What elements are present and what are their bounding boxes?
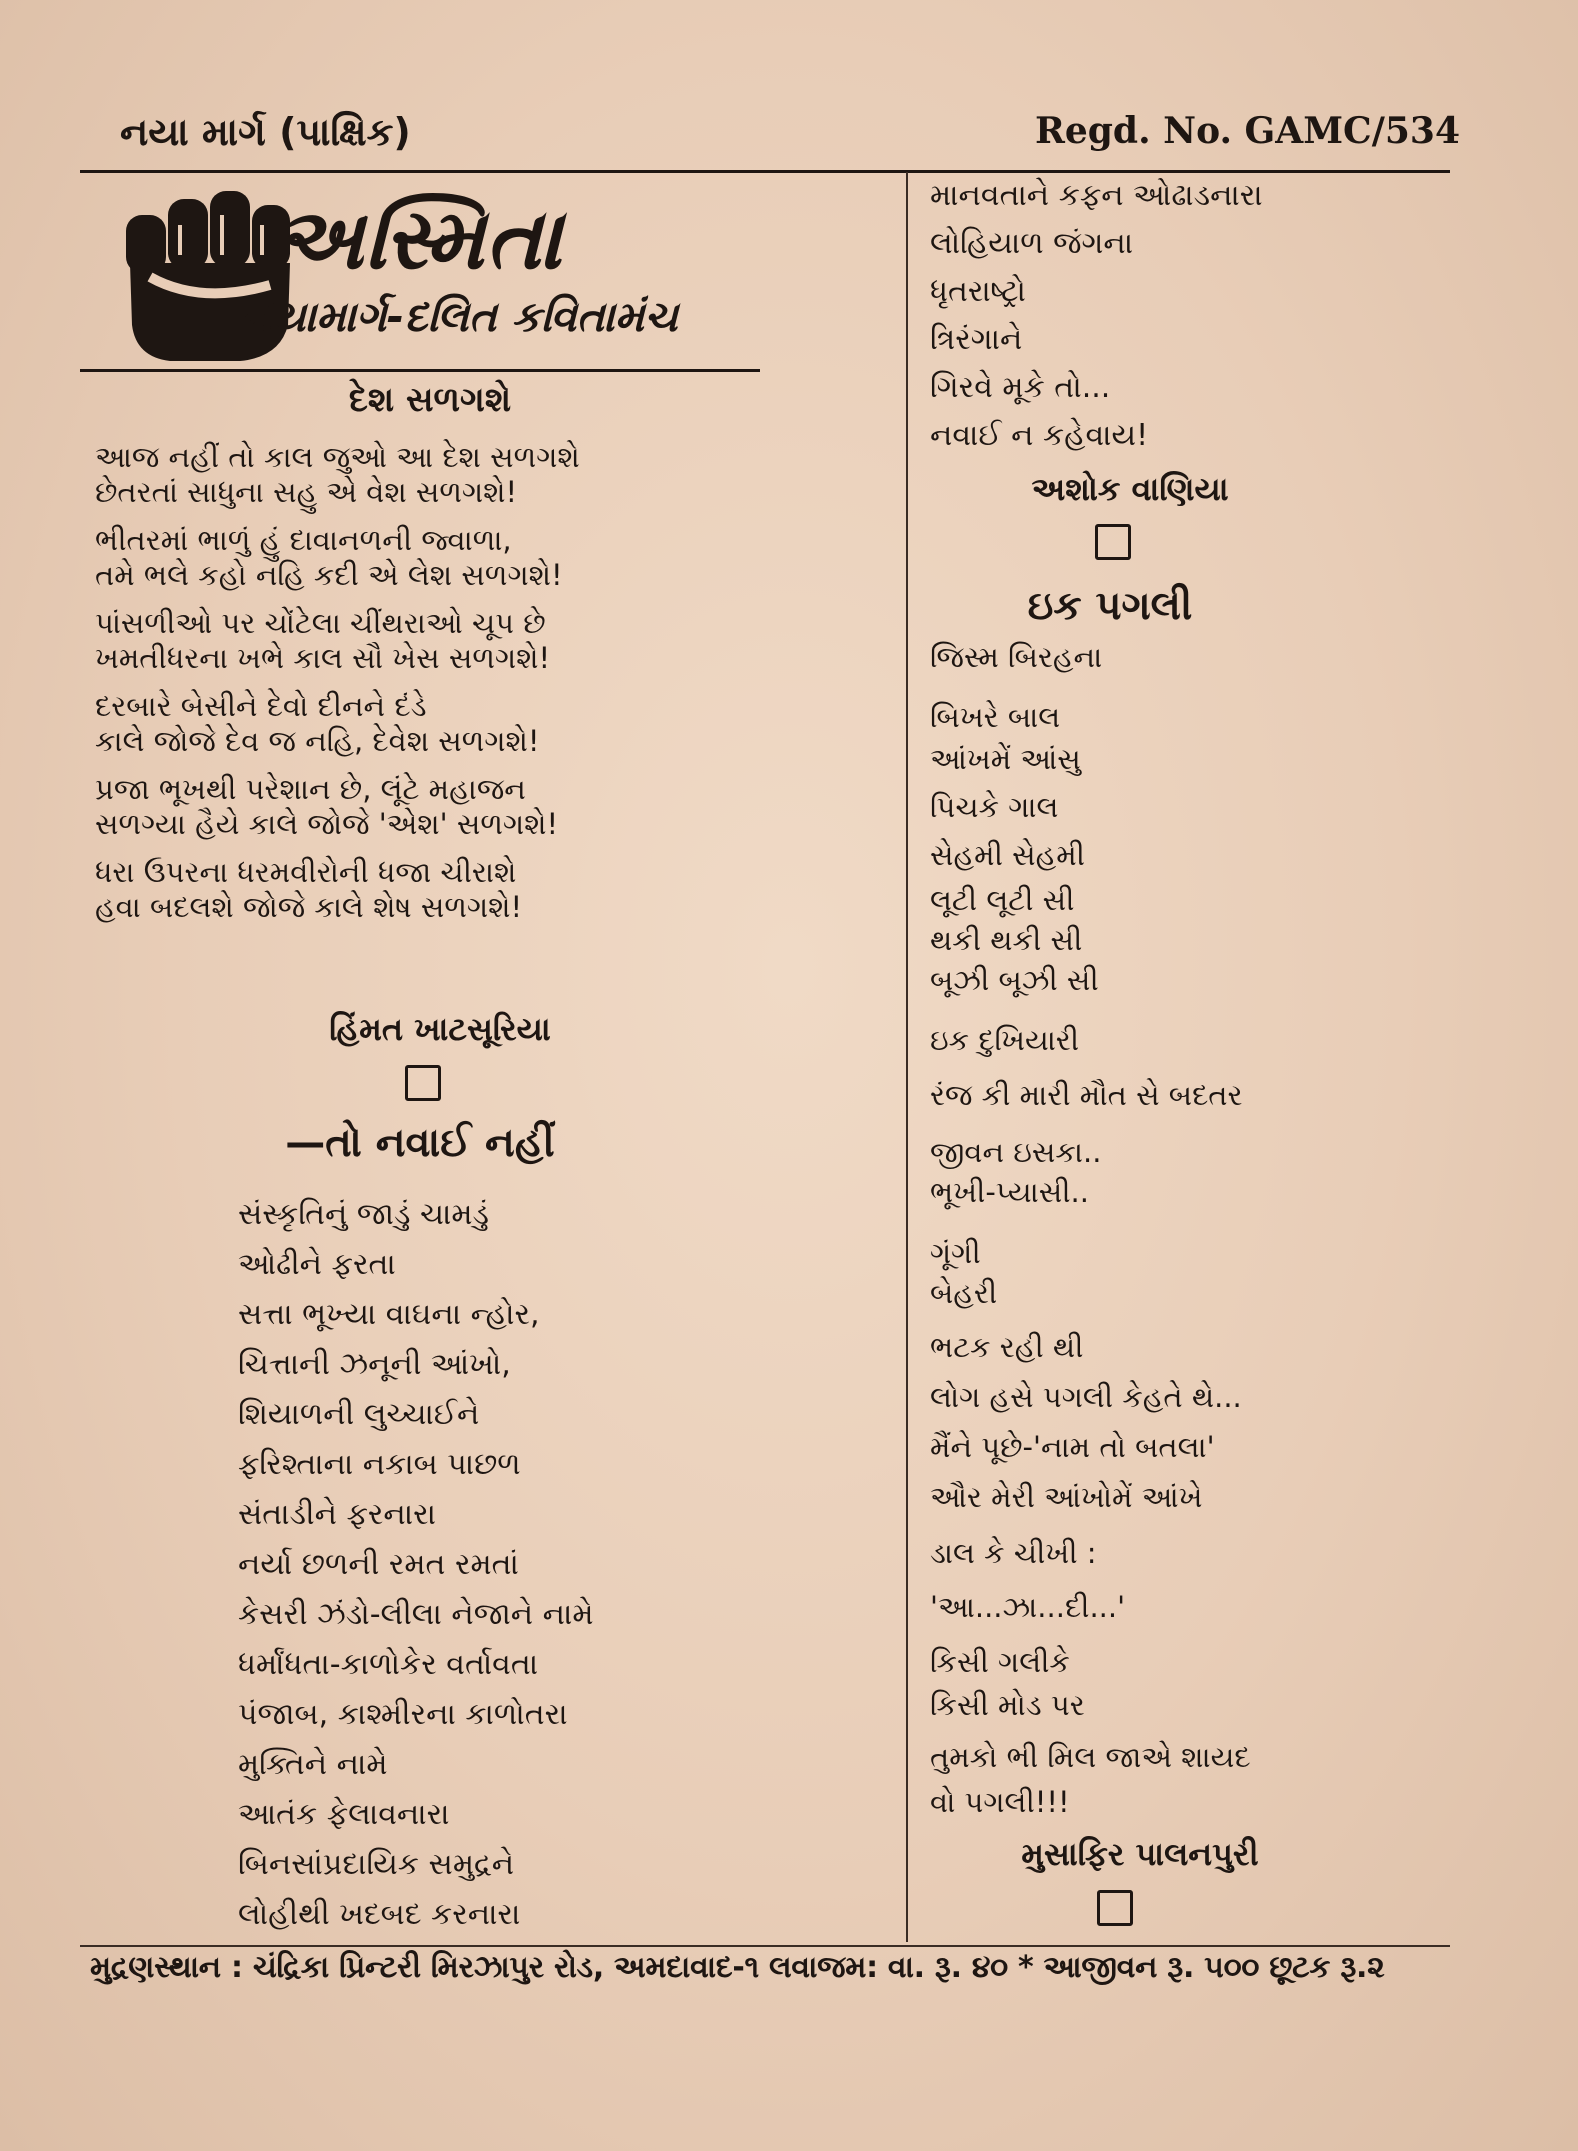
- poem2-author: અશોક વાણિયા: [1031, 470, 1229, 508]
- poem-line: પિચકે ગાલ: [930, 790, 1059, 824]
- poem-line: કિસી ગલીકે: [930, 1645, 1070, 1679]
- poem-line: ઔર મેરી આંખોમેં આંખે: [930, 1480, 1203, 1514]
- poem1-title: દેશ સળગશે: [348, 380, 512, 420]
- footer-rule: [80, 1945, 1450, 1947]
- poem-line: ભીતરમાં ભાળું હું દાવાનળની જ્વાળા,: [95, 523, 512, 557]
- poem-line: ભટક રહી થી: [930, 1330, 1084, 1364]
- poem-line: હવા બદલશે જોજે કાલે શેષ સળગશે!: [95, 890, 523, 924]
- poem-line: ધરા ઉપરના ધરમવીરોની ધજા ચીરાશે: [95, 855, 517, 889]
- poem-line: બૂઝી બૂઝી સી: [930, 963, 1099, 997]
- logo-rule: [80, 369, 760, 372]
- poem-line: આતંક ફેલાવનારા: [238, 1797, 450, 1832]
- poem-line: ભૂખી-પ્યાસી..: [930, 1175, 1089, 1209]
- poem2-continued: [930, 172, 1410, 460]
- poem-line: છેતરતાં સાધુના સહુ એ વેશ સળગશે!: [95, 475, 518, 509]
- poem2-title: —તો નવાઈ નહીં: [285, 1120, 555, 1166]
- poem-line: રંજ કી મારી મૌત સે બદતર: [930, 1078, 1243, 1112]
- poem1-stanza: [95, 772, 745, 842]
- poem3-body: [930, 640, 1410, 1870]
- poem-line: ધૃતરાષ્ટ્રો: [930, 274, 1026, 309]
- poem-line: જિસ્મ બિરહના: [930, 640, 1103, 674]
- poem1-stanza: [95, 440, 745, 510]
- poem-line: જીવન ઇસકા..: [930, 1135, 1102, 1169]
- imprint-line: મુદ્રણસ્થાન : ચંદ્રિકા પ્રિન્ટરી મિરઝાપુર રોડ, અમદાવાદ-૧ લવાજમ: વા. રૂ. ૪૦ * આજીવન રૂ. ૫૦૦ છૂટક રૂ.૨: [90, 1950, 1385, 1985]
- section-end-mark: [1097, 1890, 1133, 1926]
- section-end-mark: [405, 1065, 441, 1101]
- poem-line: ત્રિરંગાને: [930, 322, 1023, 357]
- poem-line: લોહિયાળ જંગના: [930, 226, 1134, 261]
- poem-line: ફરિશ્તાના નકાબ પાછળ: [238, 1447, 521, 1482]
- poem-line: બેહરી: [930, 1276, 998, 1310]
- poem-line: થકી થકી સી: [930, 923, 1083, 957]
- poem2-body: [238, 1190, 818, 1940]
- poem-line: ઇક દુખિયારી: [930, 1023, 1080, 1057]
- poem-line: ખમતીધરના ખભે કાલ સૌ ખેસ સળગશે!: [95, 641, 551, 675]
- poem-line: સેહમી સેહમી: [930, 838, 1085, 872]
- poem-line: નર્યા છળની રમત રમતાં: [238, 1547, 519, 1582]
- poem-line: કેસરી ઝંડો-લીલા નેજાને નામે: [238, 1597, 594, 1632]
- poem-line: બિખરે બાલ: [930, 700, 1061, 734]
- poem1-stanza: [95, 689, 745, 759]
- poem-line: ધર્માંધતા-કાળોકેર વર્તાવતા: [238, 1647, 539, 1682]
- logo-subtitle: નયામાર્ગ-દલિત કવિતામંચ: [240, 292, 678, 341]
- column-divider: [906, 172, 908, 1942]
- poem-line: મૈંને પૂછે-'નામ તો બતલા': [930, 1430, 1215, 1464]
- poem3-title: ઇક પગલી: [1027, 583, 1193, 629]
- poem-line: તમે ભલે કહો નહિ કદી એ લેશ સળગશે!: [95, 558, 563, 592]
- section-end-mark: [1095, 524, 1131, 560]
- poem-line: પંજાબ, કાશ્મીરના કાળોતરા: [238, 1697, 568, 1732]
- registration-number: Regd. No. GAMC/534: [1034, 110, 1460, 152]
- poem-line: સંસ્કૃતિનું જાડું ચામડું: [238, 1197, 489, 1232]
- poem1-author: હિંમત ખાટસૂરિયા: [329, 1010, 551, 1048]
- poem-line: આજ નહીં તો કાલ જુઓ આ દેશ સળગશે: [95, 440, 580, 474]
- poem-line: આંખમેં આંસુ: [930, 742, 1081, 776]
- poem-line: માનવતાને કફન ઓઢાડનારા: [930, 178, 1263, 213]
- poem-line: મુક્તિને નામે: [238, 1747, 388, 1782]
- poem-line: શિયાળની લુચ્ચાઈને: [238, 1397, 480, 1432]
- asmita-logo: [120, 185, 760, 370]
- poem-line: સળગ્યા હૈયે કાલે જોજે 'એશ' સળગશે!: [95, 807, 559, 841]
- poem-line: સંતાડીને ફરનારા: [238, 1497, 436, 1532]
- poem-line: દરબારે બેસીને દેવો દીનને દંડે: [95, 689, 427, 723]
- poem-line: પાંસળીઓ પર ચોંટેલા ચીંથરાઓ ચૂપ છે: [95, 606, 546, 640]
- poem-line: ચિત્તાની ઝનૂની આંખો,: [238, 1347, 511, 1382]
- publication-title: નયા માર્ગ (પાક્ષિક): [120, 110, 411, 154]
- poem-line: પ્રજા ભૂખથી પરેશાન છે, લૂંટે મહાજન: [95, 772, 526, 806]
- poem-line: ગૂંગી: [930, 1236, 981, 1270]
- poem-line: ડાલ કે ચીખી :: [930, 1536, 1097, 1570]
- poem3-author: મુસાફિર પાલનપુરી: [1021, 1835, 1259, 1873]
- poem-line: તુમકો ભી મિલ જાએ શાયદ: [930, 1740, 1251, 1774]
- poem-line: કાલે જોજે દેવ જ નહિ, દેવેશ સળગશે!: [95, 724, 540, 758]
- poem-line: વો પગલી!!!: [930, 1785, 1070, 1819]
- poem1-body: [95, 440, 745, 938]
- logo-title: અસ્મિતા: [275, 190, 563, 288]
- poem-line: લોગ હસે પગલી કેહતે થે...: [930, 1380, 1242, 1414]
- poem-line: કિસી મોડ પર: [930, 1688, 1085, 1722]
- poem-line: બિનસાંપ્રદાયિક સમુદ્રને: [238, 1847, 515, 1882]
- poem-line: ગિરવે મૂકે તો...: [930, 370, 1111, 405]
- poem-line: ઓઢીને ફરતા: [238, 1247, 396, 1282]
- poem-line: 'આ...ઝા...દી...': [930, 1590, 1126, 1624]
- poem-line: નવાઈ ન કહેવાય!: [930, 418, 1149, 453]
- poem1-stanza: [95, 523, 745, 593]
- poem-line: લૂટી લૂટી સી: [930, 883, 1075, 917]
- poem1-stanza: [95, 855, 745, 925]
- poem-line: લોહીથી ખદબદ કરનારા: [238, 1897, 521, 1932]
- poem1-stanza: [95, 606, 745, 676]
- poem-line: સત્તા ભૂખ્યા વાઘના ન્હોર,: [238, 1297, 540, 1332]
